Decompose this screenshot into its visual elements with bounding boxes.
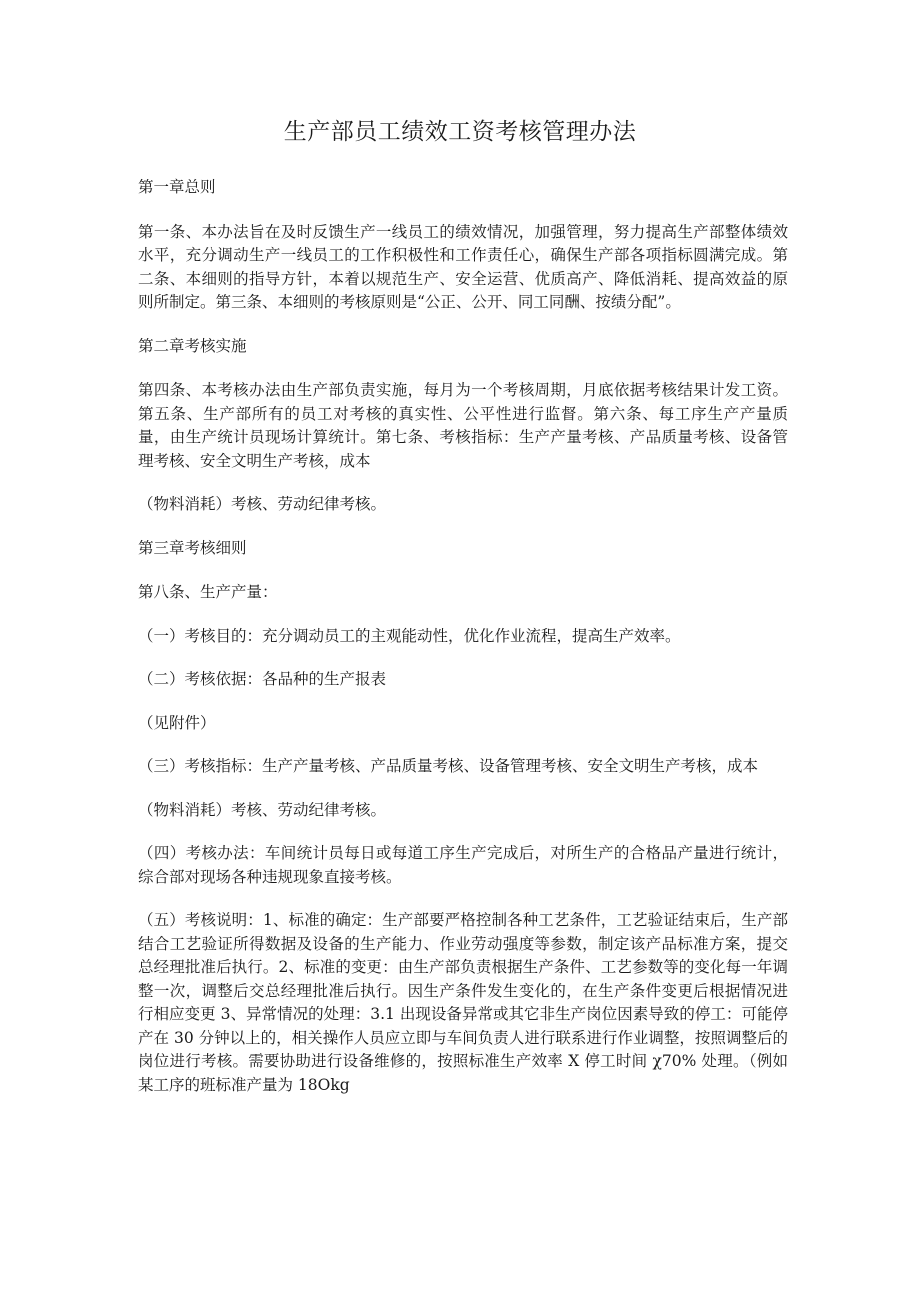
paragraph: 第一条、本办法旨在及时反馈生产一线员工的绩效情况，加强管理，努力提高生产部整体绩效水平，充分调动生产一线员工的工作积极性和工作责任心，确保生产部各项指标圆满完成。第二条、本细则的指导方针，本着以规范生产、安全运营、优质高产、降低消耗、提高效益的原则所制定。第三条、本细则的考核原则是“公正、公开、同工同酬、按绩分配”。 — [138, 222, 788, 311]
chapter-heading: 第二章考核实施 — [138, 336, 247, 355]
paragraph: （一）考核目的：充分调动员工的主观能动性，优化作业流程，提高生产效率。 — [138, 626, 681, 645]
chapter-heading: 第一章总则 — [138, 178, 216, 196]
chapter-heading: 第三章考核细则 — [138, 538, 247, 557]
paragraph: （五）考核说明：1、标准的确定：生产部要严格控制各种工艺条件，工艺验证结束后，生产部结合工艺验证所得数据及设备的生产能力、作业劳动强度等参数，制定该产品标准方案，提交总经理批准后执行。2、标准的变更：由生产部负责根据生产条件、工艺参数等的变化每一年调整一次，调整后交总经理批准后执行。因生产条件发生变化的，在生产条件变更后根据情况进行相应变更 3、异常情况的处理：3.1 出现设备异常或其它非生产岗位因素导致的停工：可能停产在 30 分钟以上的，相关操作人员应立即与车间负责人进行联系进行作业调整，按照调整后的岗位进行考核。需要协助进行设备维修的，按照标准生产效率 X 停工时间 χ70% 处理。（例如某工序的班标准产量为 18Okg — [138, 911, 788, 1094]
paragraph: （四）考核办法：车间统计员每日或每道工序生产完成后，对所生产的合格品产量进行统计，综合部对现场各种违规现象直接考核。 — [138, 844, 788, 886]
paragraph: （三）考核指标：生产产量考核、产品质量考核、设备管理考核、安全文明生产考核，成本 — [138, 757, 759, 775]
paragraph: （物料消耗）考核、劳动纪律考核。 — [138, 495, 387, 513]
paragraph: （见附件） — [138, 713, 216, 732]
article-heading: 第八条、生产产量： — [138, 583, 278, 601]
paragraph: （二）考核依据：各品种的生产报表 — [138, 670, 387, 688]
paragraph: 第四条、本考核办法由生产部负责实施，每月为一个考核周期，月底依据考核结果计发工资。第五条、生产部所有的员工对考核的真实性、公平性进行监督。第六条、每工序生产产量质量，由生产统计员现场计算统计。第七条、考核指标：生产产量考核、产品质量考核、设备管理考核、安全文明生产考核，成本 — [138, 381, 788, 470]
paragraph: （物料消耗）考核、劳动纪律考核。 — [138, 800, 387, 819]
document-body — [138, 176, 788, 1117]
document-title: 生产部员工绩效工资考核管理办法 — [283, 119, 637, 145]
